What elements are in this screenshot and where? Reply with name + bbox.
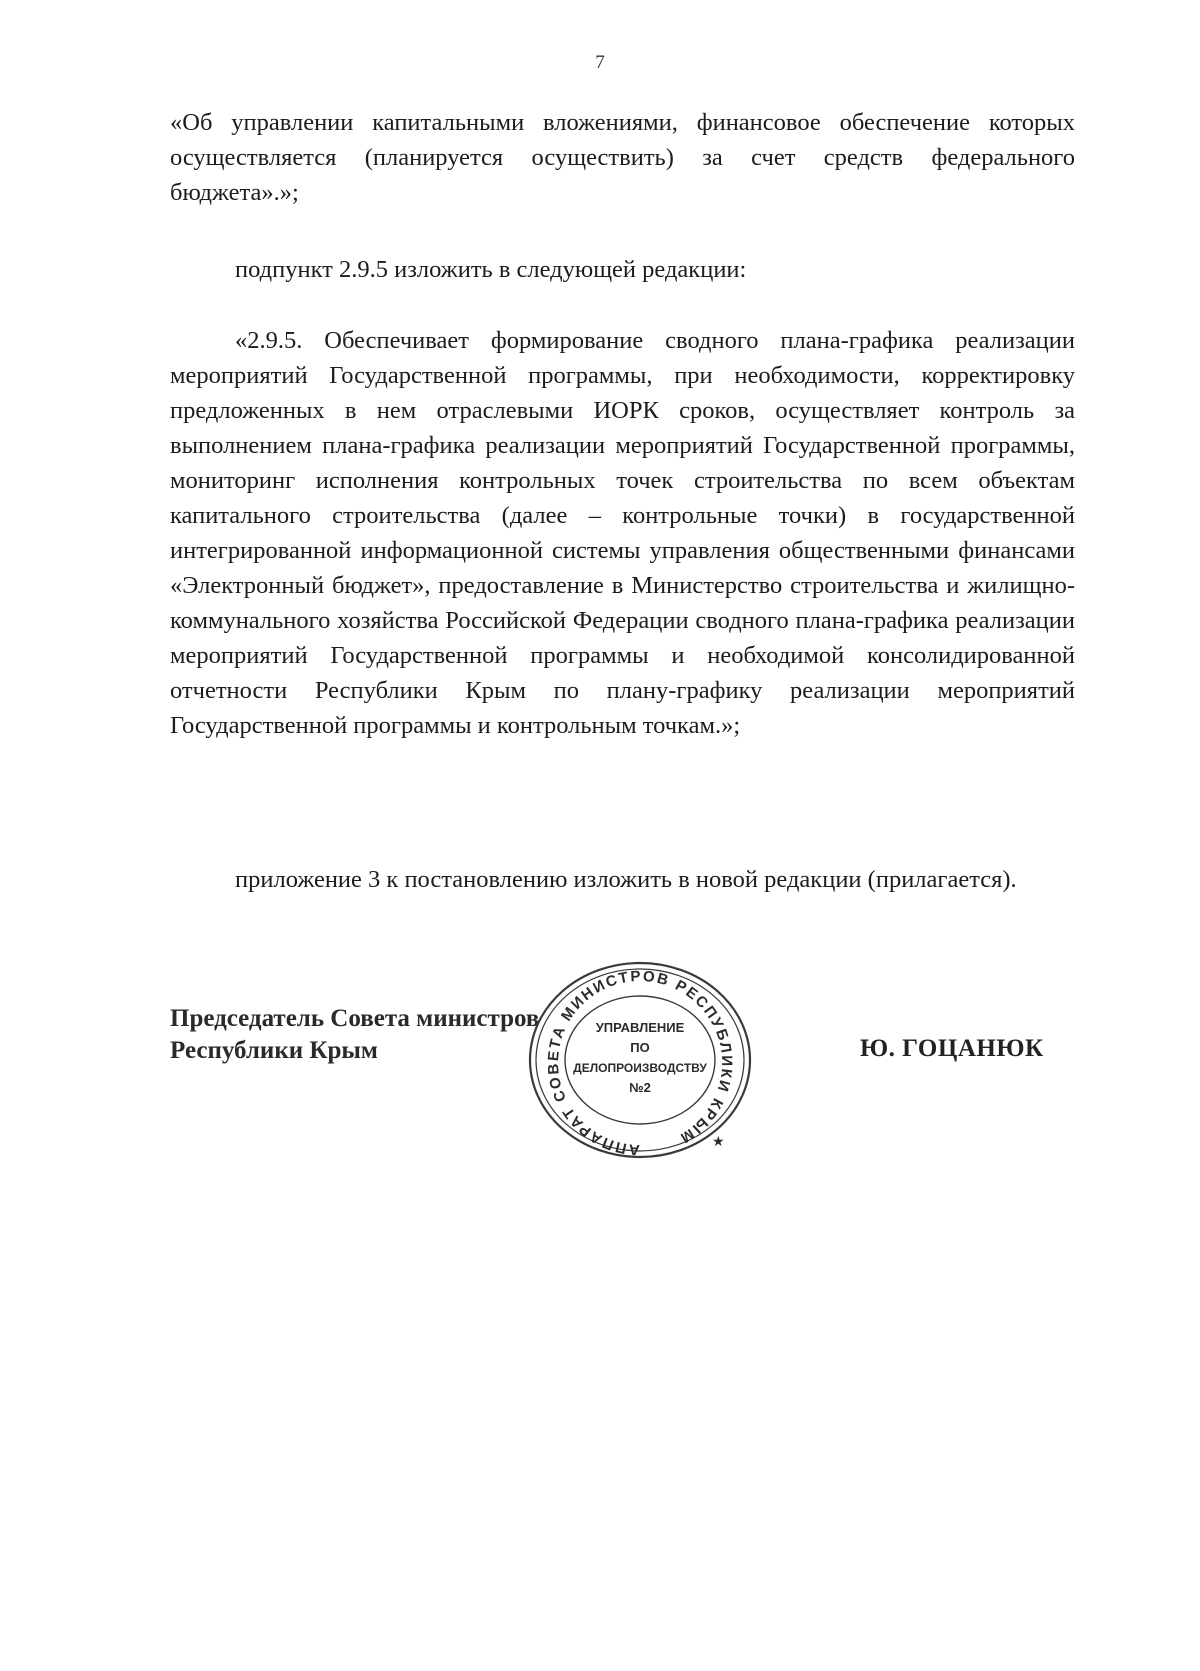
stamp-line1: УПРАВЛЕНИЕ xyxy=(595,1020,685,1035)
stamp-line4: №2 xyxy=(629,1080,651,1095)
paragraph-quote-end: «Об управлении капитальными вложениями, финансовое обеспечение которых осуществляется (планируется осуществить) за счет средств федерального бюджета».»; xyxy=(170,109,1075,206)
stamp-line2: ПО xyxy=(630,1040,650,1055)
paragraph-subpoint-2-9-5: «2.9.5. Обеспечивает формирование сводного плана-графика реализации мероприятий Государственной программы, при необходимости, корректировку предложенных в нем отраслевыми ИОРК сроков, осуществляет контроль за выполнением плана-графика реализации мероприятий Государственной программы, мониторинг исполнения контрольных точек строительства по всем объектам капитального строительства (далее – контрольные точки) в государственной интегрированной информационной системы управления общественными финансами «Электронный бюджет», предоставление в Министерство строительства и жилищно-коммунального хозяйства Российской Федерации сводного плана-графика реализации мероприятий Государственной программы и необходимой консолидированной отчетности Республики Крым по плану-графику реализации мероприятий Государственной программы и контрольным точкам.»; xyxy=(170,327,1075,739)
signatory-name: Ю. ГОЦАНЮК xyxy=(860,1035,1044,1062)
page-number: 7 xyxy=(595,52,605,73)
stamp-star: ★ xyxy=(712,1133,725,1149)
signatory-position xyxy=(170,1003,539,1067)
paragraph-subpoint-intro: подпункт 2.9.5 изложить в следующей редакции: xyxy=(235,256,747,283)
signatory-position-line1: Председатель Совета министров xyxy=(170,1005,540,1032)
signatory-position-line2: Республики Крым xyxy=(170,1037,378,1064)
official-stamp xyxy=(520,950,760,1165)
paragraph-appendix: приложение 3 к постановлению изложить в новой редакции (прилагается). xyxy=(235,866,1017,893)
stamp-line3: ДЕЛОПРОИЗВОДСТВУ xyxy=(573,1061,707,1075)
stamp-outer-ring-text: АППАРАТ СОВЕТА МИНИСТРОВ РЕСПУБЛИКИ КРЫМ xyxy=(544,967,736,1159)
